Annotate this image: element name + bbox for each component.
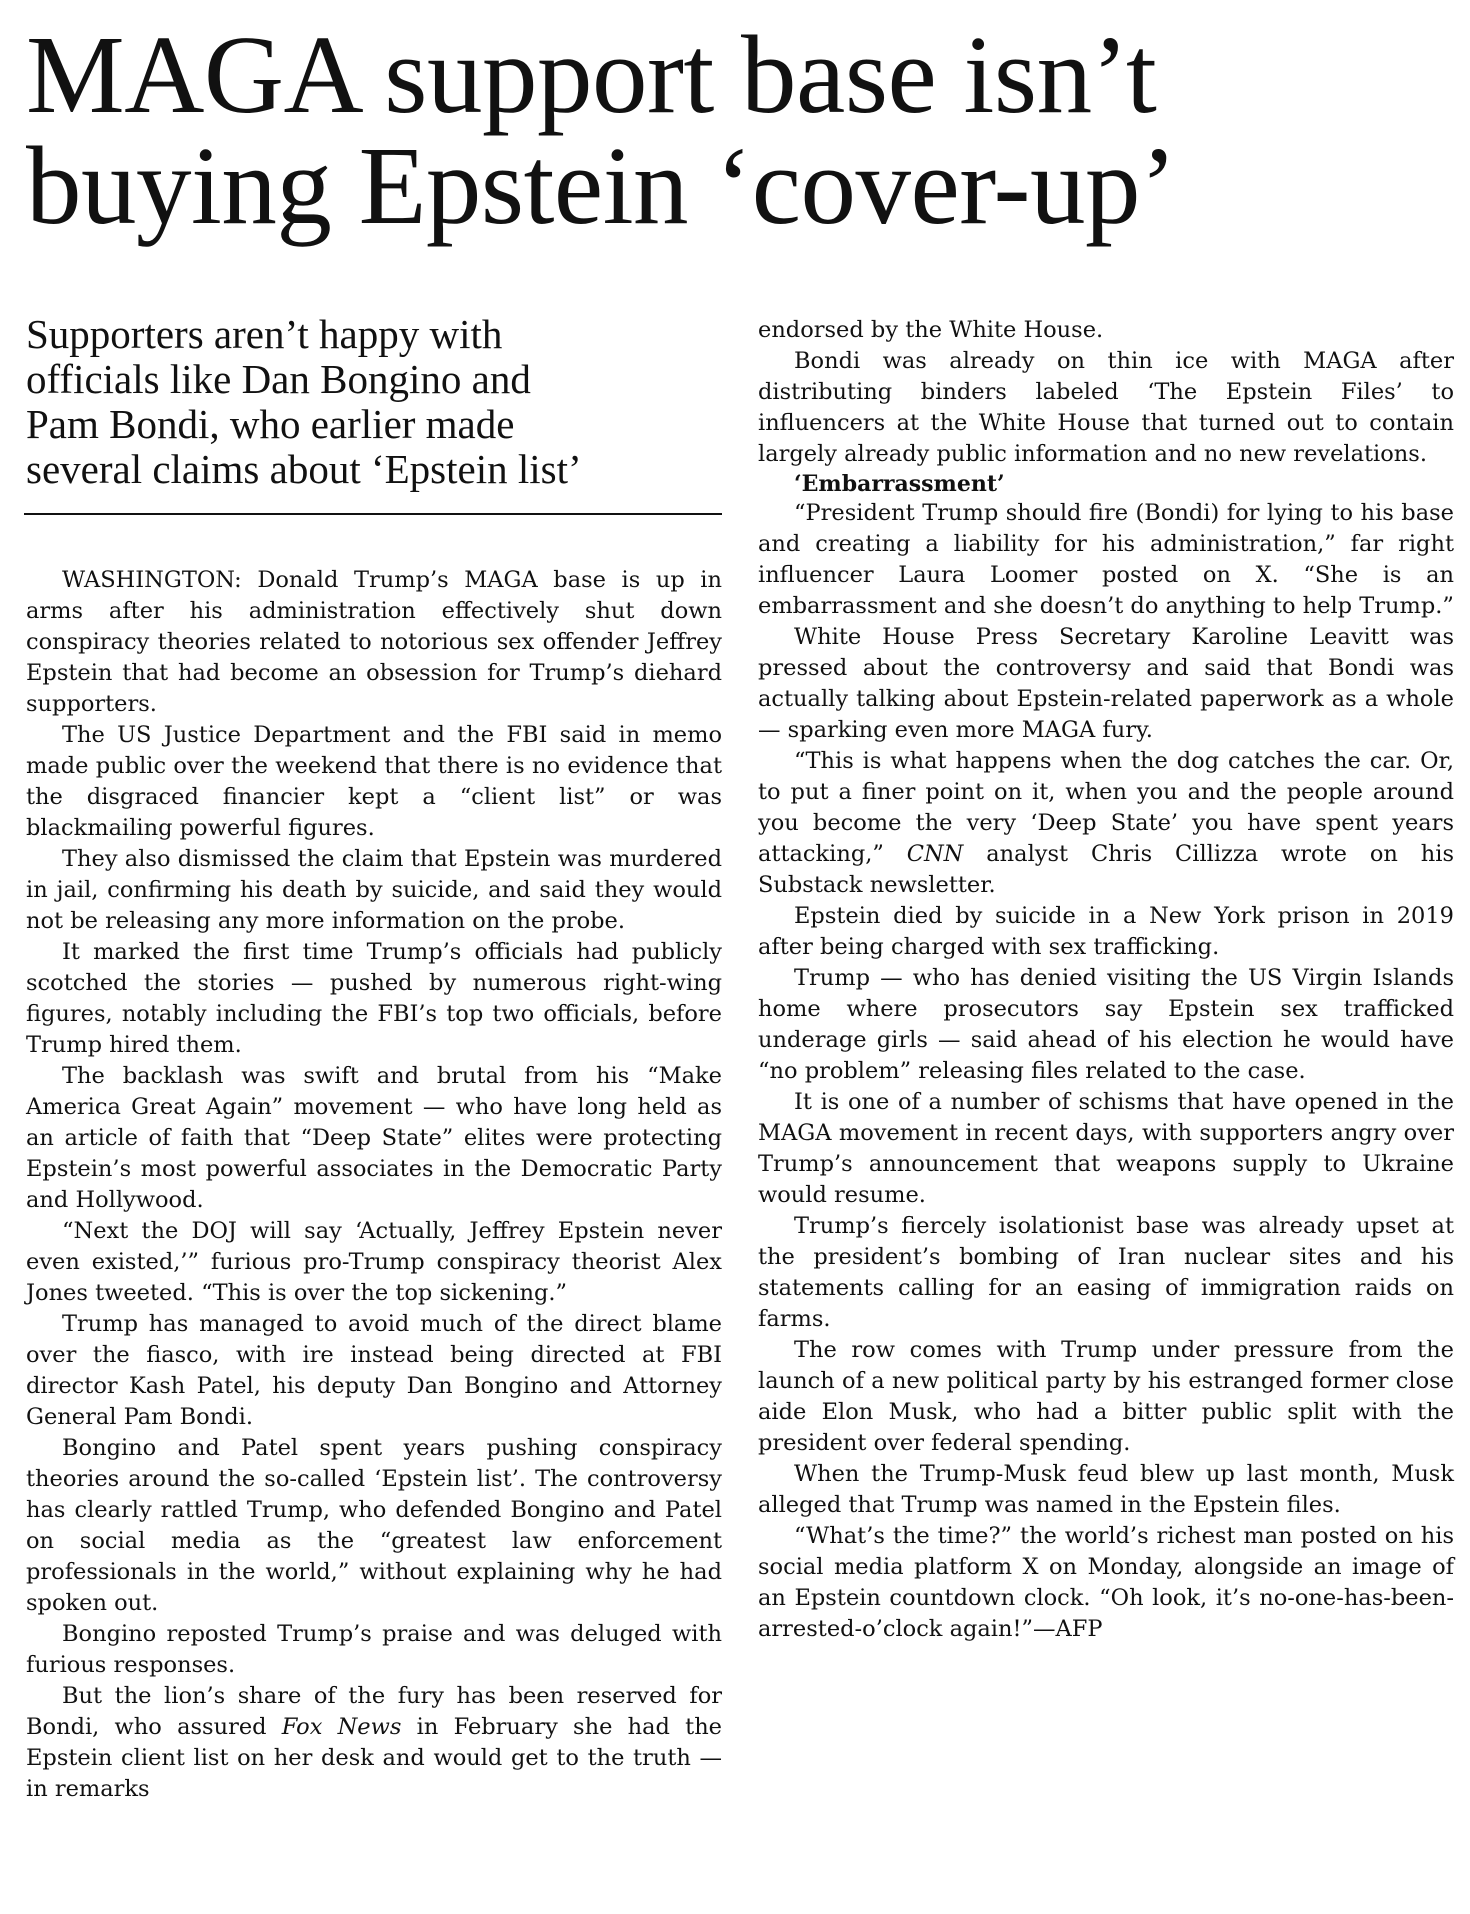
body-paragraph: They also dismissed the claim that Epstein was murdered in jail, confirming his death by suicide, and said they would not be releasing any more information on the probe. — [26, 846, 722, 934]
deck-subheadline — [26, 312, 726, 492]
body-paragraph: Epstein died by suicide in a New York prison in 2019 after being charged with sex trafficking. — [758, 903, 1454, 960]
headline-line: buying Epstein ‘cover-up’ — [26, 125, 1177, 248]
body-paragraph: The US Justice Department and the FBI said in memo made public over the weekend that there is no evidence that the disgraced financier kept a “client list” or was blackmailing powerful figures. — [26, 722, 722, 841]
body-paragraph: Trump’s fiercely isolationist base was already upset at the president’s bombing of Iran nuclear sites and his statements calling for an easing of immigration raids on farms. — [758, 1213, 1454, 1332]
section-subhead: ‘Embarrassment’ — [794, 471, 1005, 497]
deck-line: officials like Dan Bongino and — [26, 356, 531, 402]
body-paragraph — [758, 746, 1454, 901]
body-paragraph: When the Trump-Musk feud blew up last month, Musk alleged that Trump was named in the Epstein files. — [758, 1461, 1454, 1518]
body-paragraph: Bondi was already on thin ice with MAGA after distributing binders labeled ‘The Epstein Files’ to influencers at the White House that turned out to contain largely already public information and no new revelations. — [758, 348, 1454, 467]
body-paragraph: “President Trump should fire (Bondi) for lying to his base and creating a liability for his administration,” far right influencer Laura Loomer posted on X. “She is an embarrassment and she doesn’t do anything to help Trump.” — [758, 500, 1454, 619]
body-paragraph-continued: endorsed by the White House. — [758, 317, 1104, 343]
body-paragraph: WASHINGTON: Donald Trump’s MAGA base is up in arms after his administration effectively shut down conspiracy theories related to notorious sex offender Jeffrey Epstein that had become an obsession for Trump’s diehard supporters. — [26, 567, 722, 717]
body-text: But the lion’s share of the fury has been reserved for Bondi, who assured — [26, 1683, 722, 1740]
body-text: analyst Chris Cillizza wrote on his Substack newsletter. — [758, 841, 1454, 898]
headline-line: MAGA support base isn’t — [26, 14, 1157, 137]
body-paragraph: It is one of a number of schisms that have opened in the MAGA movement in recent days, with supporters angry over Trump’s announcement that weapons supply to Ukraine would resume. — [758, 1089, 1454, 1208]
body-text: in February she had the Epstein client list on her desk and would get to the truth — in remarks — [26, 1714, 722, 1802]
body-paragraph: White House Press Secretary Karoline Leavitt was pressed about the controversy and said that Bondi was actually talking about Epstein-related paperwork as a whole — sparking even more MAGA fury. — [758, 624, 1454, 743]
body-paragraph: Bongino reposted Trump’s praise and was deluged with furious responses. — [26, 1621, 722, 1678]
body-paragraph: Trump — who has denied visiting the US Virgin Islands home where prosecutors say Epstein sex trafficked underage girls — said ahead of his election he would have “no problem” releasing files related to the case. — [758, 965, 1454, 1084]
deck-line: Supporters aren’t happy with — [26, 311, 503, 357]
body-paragraph: Bongino and Patel spent years pushing conspiracy theories around the so-called ‘Epstein list’. The controversy has clearly rattled Trump, who defended Bongino and Patel on social media as the “greatest law enforcement professionals in the world,” without explaining why he had spoken out. — [26, 1435, 722, 1616]
deck-line: Pam Bondi, who earlier made — [26, 401, 515, 447]
headline — [26, 14, 1456, 248]
body-paragraph: The backlash was swift and brutal from his “Make America Great Again” movement — who have long held as an article of faith that “Deep State” elites were protecting Epstein’s most powerful associates in the Democratic Party and Hollywood. — [26, 1063, 722, 1213]
article-column-left — [26, 565, 722, 1805]
body-paragraph — [26, 1681, 722, 1805]
body-paragraph: The row comes with Trump under pressure from the launch of a new political party by his estranged former close aide Elon Musk, who had a bitter public split with the president over federal spending. — [758, 1337, 1454, 1456]
publication-name: Fox News — [281, 1714, 402, 1740]
deck-divider — [24, 513, 722, 515]
body-paragraph: “What’s the time?” the world’s richest man posted on his social media platform X on Monday, alongside an image of an Epstein countdown clock. “Oh look, it’s no-one-has-been-arrested-o’clock again!”—AFP — [758, 1523, 1454, 1642]
body-paragraph: Trump has managed to avoid much of the direct blame over the fiasco, with ire instead being directed at FBI director Kash Patel, his deputy Dan Bongino and Attorney General Pam Bondi. — [26, 1311, 722, 1430]
article-column-right — [758, 315, 1454, 1645]
body-paragraph: It marked the first time Trump’s officials had publicly scotched the stories — pushed by numerous right-wing figures, notably including the FBI’s top two officials, before Trump hired them. — [26, 939, 722, 1058]
body-paragraph: “Next the DOJ will say ‘Actually, Jeffrey Epstein never even existed,’” furious pro-Trump conspiracy theorist Alex Jones tweeted. “This is over the top sickening.” — [26, 1218, 722, 1306]
body-text: “This is what happens when the dog catches the car. Or, to put a finer point on it, when you and the people around you become the very ‘Deep State’ you have spent years attacking,” — [758, 748, 1454, 867]
deck-line: several claims about ‘Epstein list’ — [26, 446, 582, 492]
publication-name: CNN — [906, 841, 964, 867]
